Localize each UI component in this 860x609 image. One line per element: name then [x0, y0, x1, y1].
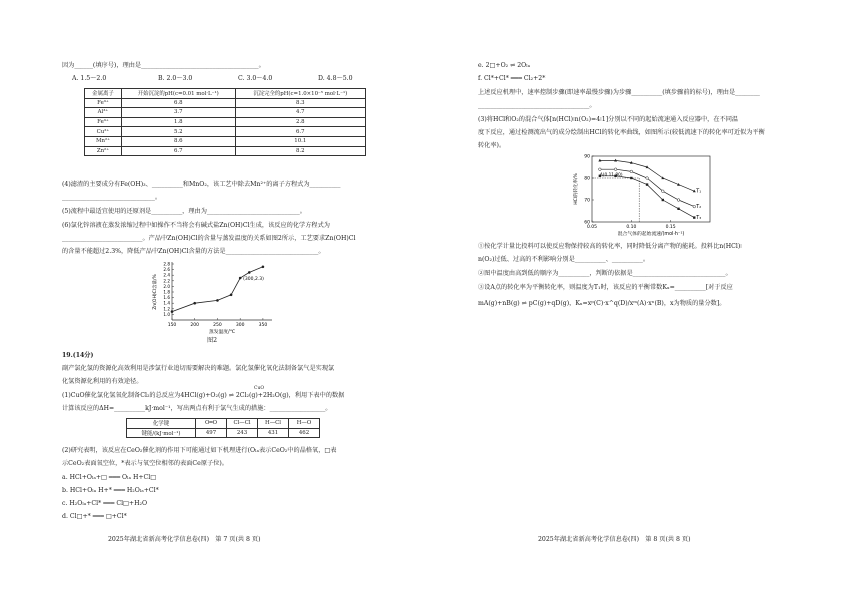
- data-point: [230, 294, 233, 297]
- y-tick-label: 60: [584, 220, 590, 226]
- sub3-line1: ③设A点的转化率为平衡转化率，则温度为T₁时，该反应的平衡常数Kₓ=__________[对于反应: [478, 284, 733, 291]
- table-row: [85, 146, 366, 156]
- right-page: [430, 0, 860, 609]
- table-header: H—O: [289, 419, 320, 429]
- x-axis-label: 蒸发温度/℃: [208, 330, 236, 335]
- x-tick-label: 0.05: [586, 225, 598, 230]
- table-header-row: [127, 419, 320, 429]
- mechanism-step-a: a. HCl+Oₗₐ+□ ═══ Oₗₐ H+Cl□: [62, 474, 157, 481]
- table-row: [127, 428, 320, 438]
- x-tick-label: 250: [213, 323, 222, 328]
- table-cell: 497: [196, 428, 227, 438]
- rate-step-line2: ____________________________________。: [478, 102, 596, 109]
- y-tick-label: 2.2: [163, 278, 170, 284]
- data-point: [661, 176, 664, 179]
- x-tick-label: 0.10: [626, 225, 637, 230]
- hcl-conversion-chart: [570, 150, 720, 240]
- plot-frame: [592, 156, 710, 222]
- data-point: [599, 168, 602, 171]
- table-header: O═O: [196, 419, 227, 429]
- table-cell: 8.6: [121, 136, 235, 146]
- table-row: [85, 117, 366, 127]
- q19-intro1: 副产氯化氢的资源化高效利用是涉氯行业追切需要解决的难题。氯化氢催化氧化法制备氯气是实现氯: [62, 365, 335, 372]
- q3-line1: (3)将HCl和O₂的混合气体[n(HCl)∶n(O₂)=4∶1]分别以不同的起始流速通入反应器中，在不同温: [478, 116, 739, 123]
- y-tick-label: 2.0: [163, 283, 170, 289]
- data-point: [693, 205, 696, 208]
- table-cell: 4.7: [235, 108, 365, 118]
- table-cell: Mn²⁺: [85, 136, 122, 146]
- q6-line1: (6)氯化锌溶液在蒸发浓缩过程中如操作不当将会有碱式盐Zn(OH)Cl生成，该反应的化学方程式为: [62, 222, 330, 229]
- data-point: [662, 190, 665, 193]
- data-point: [630, 177, 632, 179]
- option-d: D. 4.8～5.0: [318, 75, 353, 82]
- mechanism-step-d: d. Cl□+* ═══ □+Cl*: [62, 513, 127, 520]
- x-tick-label: 300: [235, 323, 245, 328]
- table-cell: 2.8: [235, 117, 365, 127]
- q18-3-line: 因为______(填序号)，理由是______________________________________。: [62, 62, 265, 69]
- q19-1-line1: (1)CuO催化氯化氢氧化制备Cl₂的总反应为4HCl(g)+O₂(g) ⇌ 2Cl₂(g)+2H₂O(g)，利用下表中的数据: [62, 392, 345, 399]
- sub1-line1: ①按化学计量比投料可以使反应物保持较高的转化率，同时降低分离产物的能耗。投料比n(HCl)∶: [478, 243, 742, 250]
- y-tick-label: 80: [584, 176, 590, 182]
- table-cell: 431: [258, 428, 289, 438]
- x-axis-label: 混合气体的起始流速/(mol·h⁻¹): [617, 232, 685, 237]
- data-point: [216, 299, 219, 302]
- q6-line3: 的含量不能超过2.3%，降低产品中Zn(OH)Cl含量的方法是______________________________。: [62, 248, 325, 255]
- table-cell: 5.2: [121, 127, 235, 137]
- q19-2-line2: 示CeO₂表面氧空位，*表示与氧空位相邻的表面Ce原子位)。: [62, 460, 228, 467]
- data-point: [171, 310, 174, 313]
- option-a: A. 1.5～2.0: [72, 75, 107, 82]
- table-header: H—Cl: [258, 419, 289, 429]
- table-cell: 键能/(kJ·mol⁻¹): [127, 428, 196, 438]
- page-footer: 2025年湖北省新高考化学信息卷(四) 第 7 页(共 8 页): [108, 536, 261, 543]
- q4-line2: ______________________________。: [62, 194, 161, 201]
- point-annotation: A(0.11,80): [599, 173, 623, 178]
- x-tick-label: 200: [190, 323, 200, 328]
- q5-line: (5)流程中最适宜使用的还原剂是__________，理由为______________________________。: [62, 208, 306, 215]
- fig2-caption: 图2: [207, 337, 218, 344]
- option-c: C. 3.0～4.0: [238, 75, 273, 82]
- data-point: [614, 168, 617, 171]
- table-cell: 3.7: [121, 108, 235, 118]
- series-label: T₁: [696, 189, 702, 195]
- data-point: [630, 170, 633, 173]
- data-point: [239, 277, 242, 280]
- table-header: 化学键: [127, 419, 196, 429]
- sub3-line2: mA(g)+nB(g) ⇌ pC(g)+qD(g)，Kₓ=xᵖ(C)·x^q(D)/xᵐ(A)·xⁿ(B)，x为物质的量分数]。: [478, 300, 726, 307]
- data-point: [662, 199, 664, 201]
- y-axis-label: Zn(OH)Cl含量/%: [153, 274, 158, 310]
- table-row: [85, 127, 366, 137]
- y-tick-label: 70: [584, 198, 590, 204]
- y-axis-label: HCl的转化率/%: [574, 173, 579, 205]
- table-header-row: [85, 89, 366, 99]
- q4-line1: (4)滤渣的主要成分有Fe(OH)₃、__________和MnO₂，该工艺中除去Mn²⁺的离子方程式为__________: [62, 181, 341, 188]
- data-point: [262, 266, 265, 269]
- table-cell: Cu²⁺: [85, 127, 122, 137]
- data-point: [646, 183, 648, 185]
- zn-oh-cl-chart: [150, 258, 280, 338]
- data-point: [646, 177, 649, 180]
- x-tick-label: 350: [258, 323, 268, 328]
- table-header: Cl—Cl: [227, 419, 258, 429]
- table-cell: 6.7: [121, 146, 235, 156]
- table-cell: 10.1: [235, 136, 365, 146]
- sub2-line: ②图中温度由高到低的顺序为__________，判断的依据是______________________________。: [478, 270, 732, 277]
- data-point: [677, 208, 679, 210]
- point-annotation: (300,2.3): [243, 277, 264, 282]
- table-cell: 6.7: [235, 127, 365, 137]
- y-tick-label: 1.2: [163, 306, 170, 312]
- series-label: T₂: [696, 205, 702, 211]
- y-tick-label: 2.4: [163, 272, 170, 278]
- data-point: [248, 271, 251, 274]
- q3-line2: 度下反应，通过检测流出气的成分绘制出HCl的转化率曲线，如图所示(较低流速下的转化率可近似为平衡: [478, 129, 765, 136]
- option-b: B. 2.0～3.0: [158, 75, 193, 82]
- q19-1-line2: 计算该反应的ΔH=__________kJ·mol⁻¹，写出两点有利于氯气生成的措施：__________________。: [62, 405, 332, 412]
- series-label: T₃: [696, 216, 702, 222]
- table-cell: 8.3: [235, 98, 365, 108]
- table-cell: Al³⁺: [85, 108, 122, 118]
- table-row: [85, 108, 366, 118]
- y-tick-label: 2.6: [163, 267, 170, 273]
- mechanism-step-b: b. HCl+Oₗₐ H+* ═══ H₂Oₗₐ+Cl*: [62, 487, 159, 494]
- q19-intro2: 化氢资源化利用的有效途径。: [62, 378, 143, 385]
- page-footer: 2025年湖北省新高考化学信息卷(四) 第 8 页(共 8 页): [538, 536, 691, 543]
- table-header: 金属离子: [85, 89, 122, 99]
- table-cell: 6.8: [121, 98, 235, 108]
- data-point: [193, 302, 196, 305]
- data-point: [693, 216, 695, 218]
- table-cell: 8.2: [235, 146, 365, 156]
- table-cell: Fe³⁺: [85, 117, 122, 127]
- mechanism-step-e: e. 2□+O₂ ⇌ 2Oₗₐ: [478, 62, 531, 69]
- table-cell: 1.8: [121, 117, 235, 127]
- q19-title: 19.(14分): [62, 352, 94, 359]
- y-tick-label: 1.8: [163, 289, 170, 295]
- series-line-2: [600, 176, 694, 218]
- q19-2-line1: (2)研究表明，该反应在CeO₂催化剂的作用下可能通过如下机理进行(Oₗₐ表示CeO₂中的晶格氧，□表: [62, 447, 337, 454]
- x-tick-label: 0.15: [665, 225, 676, 230]
- table-row: [85, 136, 366, 146]
- table-cell: 243: [227, 428, 258, 438]
- ion-ph-table: [84, 88, 366, 156]
- table-cell: 462: [289, 428, 320, 438]
- y-tick-label: 90: [584, 154, 590, 160]
- q6-line2: __________________________。产品中Zn(OH)Cl的含量与蒸发温度的关系如图2所示，工艺要求Zn(OH)Cl: [62, 235, 356, 242]
- q3-line3: 转化率)。: [478, 142, 506, 149]
- table-cell: Zn²⁺: [85, 146, 122, 156]
- table-header: 沉淀完全的pH(c=1.0×10⁻⁵ mol·L⁻¹): [235, 89, 365, 99]
- y-tick-label: 2.8: [163, 261, 170, 267]
- mechanism-step-c: c. H₂Oₗₐ+Cl* ═══ Cl□+H₂O: [62, 500, 148, 507]
- data-point: [677, 199, 680, 202]
- y-tick-label: 1.6: [163, 295, 170, 301]
- q19-1-condition: CuO: [254, 386, 265, 391]
- table-cell: Fe³⁺: [85, 98, 122, 108]
- x-tick-label: 150: [167, 323, 177, 328]
- bond-energy-table: [126, 418, 320, 438]
- sub1-line2: n(O₂)过低、过高的不利影响分别是__________、__________。: [478, 256, 650, 263]
- rate-step-line: 上述反应机理中，速率控制步骤(即速率最慢步骤)为步骤__________(填步骤前的标号)，理由是________: [478, 89, 760, 96]
- y-tick-label: 1.4: [163, 300, 170, 306]
- table-row: [85, 98, 366, 108]
- mechanism-step-f: f. Cl*+Cl* ═══ Cl₂+2*: [478, 75, 546, 82]
- y-tick-label: 1.0: [163, 311, 170, 317]
- table-header: 开始沉淀的pH(c=0.01 mol·L⁻¹): [121, 89, 235, 99]
